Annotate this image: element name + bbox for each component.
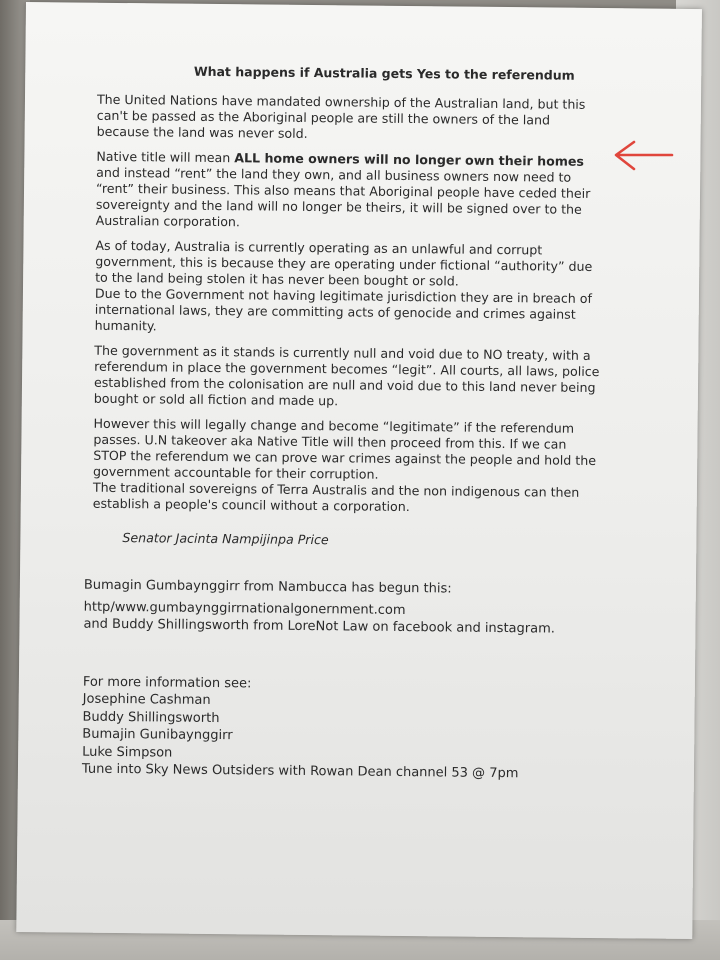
begun-section: Bumagin Gumbaynggirr from Nambucca has begun this: http/www.gumbaynggirrnationalgonernment.com and Buddy Shillingsworth from LoreNot Law on facebook and instagram.: [83, 577, 654, 639]
paragraph-legitimate: However this will legally change and become “legitimate” if the referendum passes. U.N takeover aka Native Title will then proceed from this. If we can STOP the referendum we can prove war crimes against the people and hold the government accountable for their corruption. The traditional sovereigns of Terra Australis and the non indigenous can then establish a people's council without a corporation.: [92, 415, 597, 515]
more-info-section: [82, 673, 653, 784]
paragraph-un: The United Nations have mandated ownership of the Australian land, but this can't be passed as the Aboriginal people are still the owners of the land because the land was never sold.: [96, 91, 586, 141]
list-item: Josephine Cashman: [82, 691, 211, 708]
document-body: [82, 63, 659, 784]
signature: Senator Jacinta Nampijinpa Price: [122, 530, 329, 548]
highlighted-claim: ALL home owners will no longer own their homes: [234, 150, 585, 169]
paper-sheet: [16, 2, 702, 939]
list-item: Buddy Shillingsworth: [82, 709, 220, 726]
tune-in-line: Tune into Sky News Outsiders with Rowan Dean channel 53 @ 7pm: [81, 761, 519, 782]
paragraph-unlawful: As of today, Australia is currently operating as an unlawful and corrupt government, this is because they are operating under fictional “authority” due to the land being stolen it has never been bought or sold. Due to the Government not having legitimate jurisdiction they are in breach of international laws, they are committing acts of genocide and crimes against humanity.: [94, 237, 593, 334]
more-info-heading: For more information see:: [82, 674, 252, 691]
paragraph-null-void: The government as it stands is currently null and void due to NO treaty, with a referendum in place the government becomes “legit”. All courts, all laws, police established from the colonisation are null and void due to this land never being bought or sold all fiction and made up.: [93, 342, 600, 409]
paragraph-native-title: Native title will mean ALL home owners will no longer own their homes and instead “rent” the land they own, and all business owners now need to “rent” their business. This also means that Aboriginal people have ceded their sovereignty and the land will no longer be theirs, it will be signed over to the Australian corporation.: [95, 148, 591, 230]
document-title: What happens if Australia gets Yes to the referendum: [193, 63, 575, 83]
list-item: Bumajin Gunibaynggirr: [82, 726, 233, 744]
list-item: Luke Simpson: [82, 744, 173, 761]
website-link: http/www.gumbaynggirrnationalgonernment.com: [83, 599, 406, 618]
red-arrow-annotation-icon: [612, 138, 674, 174]
